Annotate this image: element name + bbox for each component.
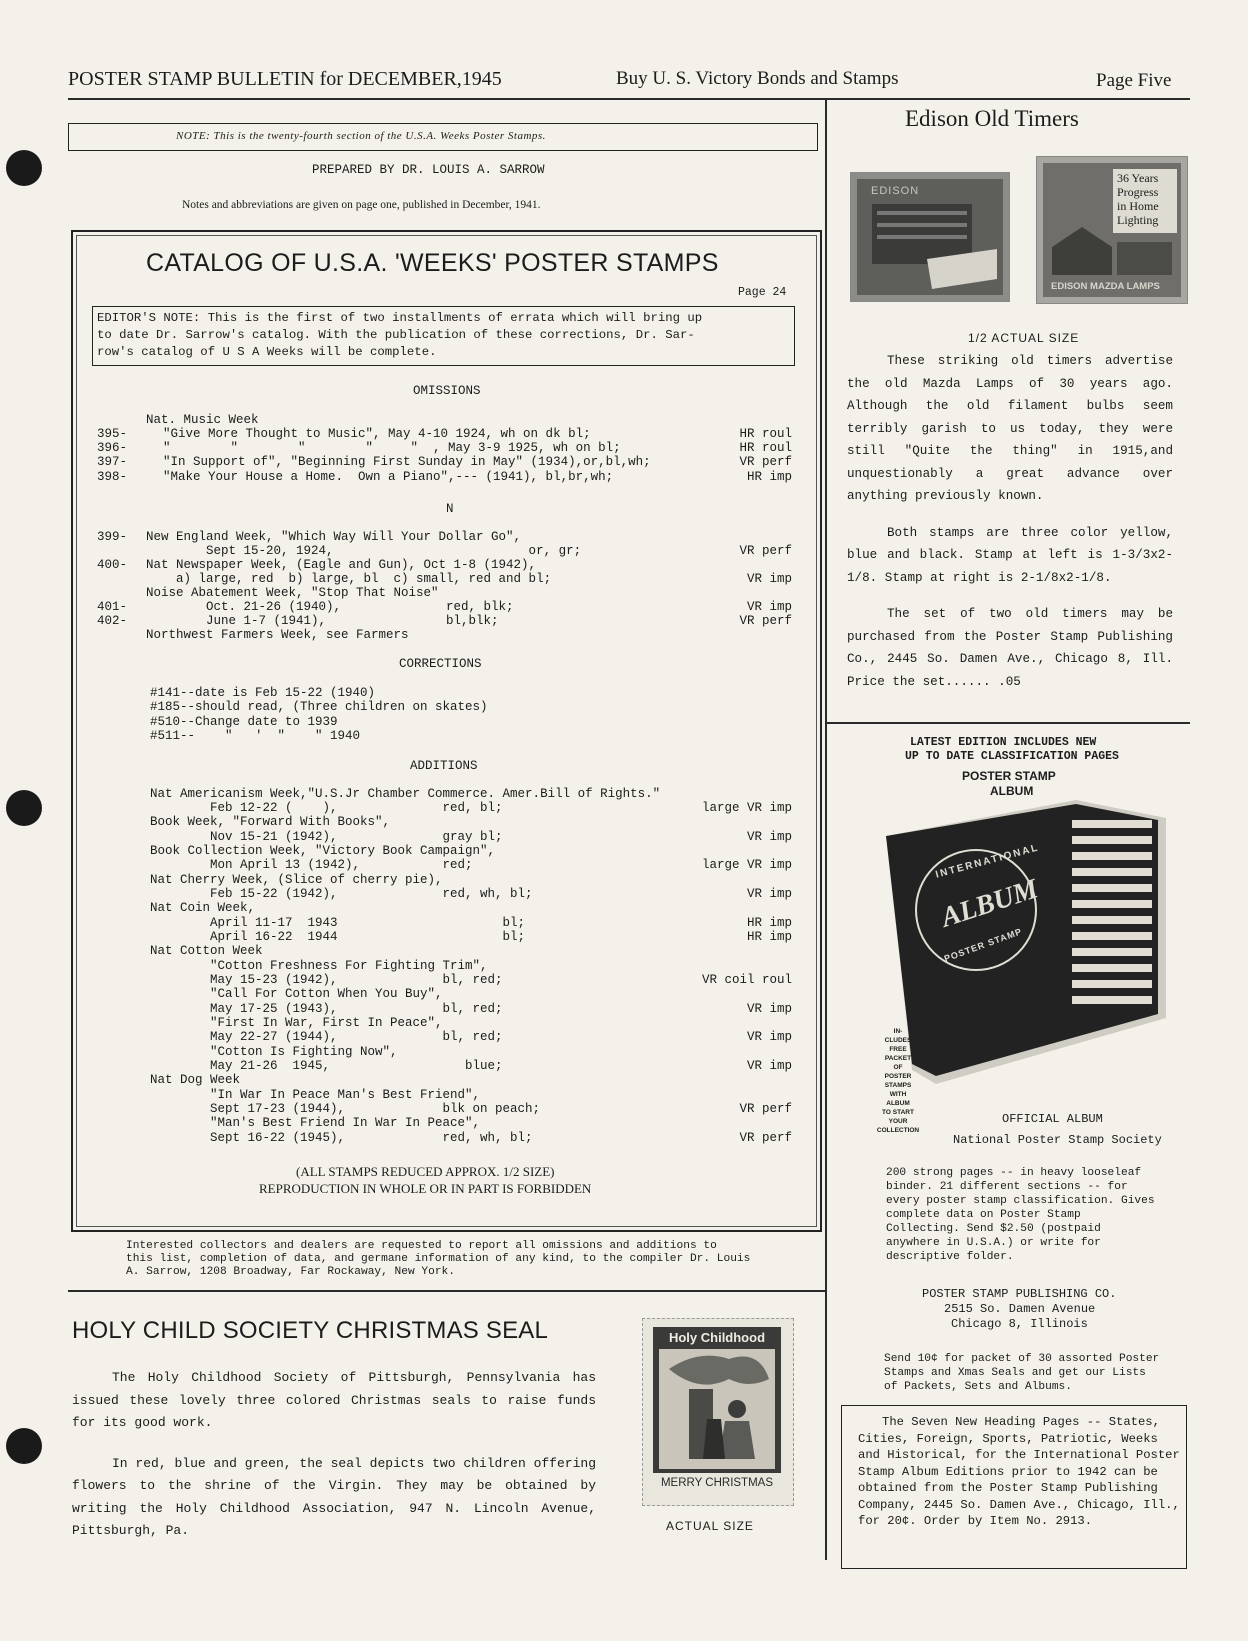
addition-text: Nat Cotton Week bbox=[150, 944, 263, 958]
album-cover-bottom: POSTER STAMP bbox=[942, 926, 1024, 964]
omission-text: "Give More Thought to Music", May 4-10 1924, wh on dk bl; bbox=[163, 427, 591, 441]
omission-text: "Make Your House a Home. Own a Piano",--- (1941), bl,br,wh; bbox=[163, 470, 614, 484]
omission-text: " " " " " , May 3-9 1925, wh on bl; bbox=[163, 441, 621, 455]
stamp-building-windows bbox=[877, 223, 967, 227]
album-includes-line: IN- bbox=[893, 1028, 903, 1035]
edison-para: Both stamps are three color yellow, blue and black. Stamp at left is 1-3/3x2-1/8. Stamp at right is 2-1/8x2-1/8. bbox=[847, 525, 1173, 585]
seal-frame bbox=[653, 1327, 781, 1495]
addition-type: HR imp bbox=[746, 930, 792, 944]
omission-number: 396- bbox=[97, 441, 128, 455]
seal-illustration bbox=[659, 1349, 775, 1469]
addition-type: VR imp bbox=[746, 1030, 792, 1044]
album-includes-line: WITH bbox=[889, 1091, 907, 1098]
omission-type: VR perf bbox=[739, 455, 792, 469]
edison-house-illustration bbox=[1047, 217, 1177, 277]
album-includes-line: OF bbox=[893, 1064, 903, 1071]
binder-hole bbox=[6, 1428, 42, 1464]
n-text: a) large, red b) large, bl c) small, red and bl; bbox=[146, 572, 552, 586]
album-includes-line: TO START bbox=[882, 1109, 914, 1116]
addition-text: May 22-27 (1944), bl, red; bbox=[150, 1030, 503, 1044]
n-heading: N bbox=[446, 502, 454, 516]
album-official: OFFICIAL ALBUM bbox=[1002, 1112, 1103, 1126]
n-number: 399- bbox=[97, 530, 128, 544]
note-text: NOTE: This is the twenty-fourth section of the U.S.A. Weeks Poster Stamps. bbox=[176, 130, 546, 142]
addition-text: April 16-22 1944 bl; bbox=[150, 930, 526, 944]
omission-type: HR imp bbox=[746, 470, 792, 484]
edison-para: The set of two old timers may be purchased from the Poster Stamp Publishing Co., 2445 So. Damen Ave., Chicago 8, Ill. Price the set...... .05 bbox=[847, 607, 1173, 689]
addition-text: "Man's Best Friend In War In Peace", bbox=[150, 1116, 481, 1130]
seal-caption: ACTUAL SIZE bbox=[666, 1519, 754, 1533]
album-address-1: 2515 So. Damen Avenue bbox=[944, 1302, 1096, 1316]
album-description: 200 strong pages -- in heavy looseleaf binder. 21 different sections -- for every poster stamp classification. Gives complete data on Poster Stamp Collecting. Send $2.50 (postpaid anywhere in U.S.A.) or write for descriptive folder. bbox=[886, 1167, 1155, 1263]
album-tab bbox=[1072, 900, 1152, 908]
omission-type: HR roul bbox=[739, 441, 792, 455]
addition-type: VR coil roul bbox=[701, 973, 792, 987]
heading-pages-text: The Seven New Heading Pages -- States, Cities, Foreign, Sports, Patriotic, Weeks and Historical, for the International Poster Stamp Album Editions prior to 1942 can be obtained from the Poster Stamp Publishing Company, 2445 So. Damen Ave., Chicago, Ill., for 20¢. Order by Item No. 2913. bbox=[858, 1415, 1180, 1528]
interested-line: Interested collectors and dealers are requested to report all omissions and additions to bbox=[126, 1240, 717, 1252]
additions-heading: ADDITIONS bbox=[410, 759, 478, 773]
edison-para: These striking old timers advertise the old Mazda Lamps of 30 years ago. Although the old filament bulbs seem terribly garish to us today, they were still "Quite the thing" in 1915,and unquestionably a great advance over anything previously known. bbox=[847, 354, 1173, 503]
omission-number: 398- bbox=[97, 470, 128, 484]
holy-child-para: The Holy Childhood Society of Pittsburgh, Pennsylvania has issued these lovely three colored Christmas seals to raise funds for its good work. bbox=[72, 1370, 596, 1430]
album-classification: UP TO DATE CLASSIFICATION PAGES bbox=[905, 750, 1119, 763]
n-text: June 1-7 (1941), bl,blk; bbox=[146, 614, 499, 628]
n-number: 401- bbox=[97, 600, 128, 614]
omission-text: "In Support of", "Beginning First Sunday in May" (1934),or,bl,wh; bbox=[163, 455, 651, 469]
catalog-page-number: Page 24 bbox=[738, 286, 787, 299]
binder-hole bbox=[6, 790, 42, 826]
n-text: Sept 15-20, 1924, or, gr; bbox=[146, 544, 582, 558]
christmas-seal bbox=[642, 1318, 794, 1506]
album-name-1: POSTER STAMP bbox=[962, 769, 1056, 783]
seal-child bbox=[728, 1400, 746, 1418]
addition-type: HR imp bbox=[746, 916, 792, 930]
album-includes-line: COLLECTION bbox=[876, 1127, 920, 1134]
addition-text: Feb 15-22 (1942), red, wh, bl; bbox=[150, 887, 533, 901]
album-tab bbox=[1072, 916, 1152, 924]
album-tab bbox=[1072, 964, 1152, 972]
header-slogan: Buy U. S. Victory Bonds and Stamps bbox=[616, 68, 899, 89]
edison-stamp-right bbox=[1036, 156, 1188, 304]
right-section-rule bbox=[826, 722, 1190, 724]
album-includes-line: CLUDES bbox=[884, 1037, 912, 1044]
addition-text: Nov 15-21 (1942), gray bl; bbox=[150, 830, 503, 844]
addition-type: VR perf bbox=[739, 1102, 792, 1116]
seal-bottom-text: MERRY CHRISTMAS bbox=[660, 1477, 774, 1489]
editor-note-line: row's catalog of U S A Weeks will be complete. bbox=[97, 345, 437, 359]
addition-text: Feb 12-22 ( ), red, bl; bbox=[150, 801, 503, 815]
omission-number: 395- bbox=[97, 427, 128, 441]
n-type: VR imp bbox=[746, 600, 792, 614]
album-includes-line: FREE bbox=[889, 1046, 907, 1053]
binder-hole bbox=[6, 150, 42, 186]
album-send: Send 10¢ for packet of 30 assorted Poster Stamps and Xmas Seals and get our Lists of Packets, Sets and Albums. bbox=[884, 1353, 1160, 1393]
album-latest: LATEST EDITION INCLUDES NEW bbox=[910, 736, 1097, 749]
n-number: 402- bbox=[97, 614, 128, 628]
addition-text: "Cotton Freshness For Fighting Trim", bbox=[150, 959, 488, 973]
catalog-footer-2: REPRODUCTION IN WHOLE OR IN PART IS FORBIDDEN bbox=[259, 1181, 592, 1196]
editor-note-line: EDITOR'S NOTE: This is the first of two installments of errata which will bring up bbox=[97, 311, 703, 325]
addition-text: Nat Americanism Week,"U.S.Jr Chamber Commerce. Amer.Bill of Rights." bbox=[150, 787, 661, 801]
addition-type: VR imp bbox=[746, 887, 792, 901]
addition-type: VR imp bbox=[746, 1002, 792, 1016]
n-type: VR perf bbox=[739, 544, 792, 558]
omission-type: HR roul bbox=[739, 427, 792, 441]
header-page: Page Five bbox=[1096, 70, 1172, 91]
correction: #141--date is Feb 15-22 (1940) bbox=[150, 686, 376, 700]
addition-text: "In War In Peace Man's Best Friend", bbox=[150, 1088, 481, 1102]
addition-text: "First In War, First In Peace", bbox=[150, 1016, 443, 1030]
addition-text: Book Week, "Forward With Books", bbox=[150, 815, 391, 829]
album-tab bbox=[1072, 948, 1152, 956]
n-text: Oct. 21-26 (1940), red, blk; bbox=[146, 600, 514, 614]
omission-text: Nat. Music Week bbox=[146, 413, 259, 427]
n-text: Northwest Farmers Week, see Farmers bbox=[146, 628, 409, 642]
seal-top-text: Holy Childhood bbox=[668, 1330, 766, 1345]
album-includes-line: PACKET bbox=[884, 1055, 912, 1062]
album-tab bbox=[1072, 980, 1152, 988]
album-company: POSTER STAMP PUBLISHING CO. bbox=[922, 1287, 1117, 1301]
addition-text: Mon April 13 (1942), red; bbox=[150, 858, 473, 872]
addition-text: May 17-25 (1943), bl, red; bbox=[150, 1002, 503, 1016]
edison-right-text: Progress bbox=[1117, 185, 1159, 199]
stamp-house bbox=[1052, 227, 1112, 275]
correction: #510--Change date to 1939 bbox=[150, 715, 338, 729]
album-tab bbox=[1072, 852, 1152, 860]
omissions-heading: OMISSIONS bbox=[413, 384, 481, 398]
n-text: Nat Newspaper Week, (Eagle and Gun), Oct 1-8 (1942), bbox=[146, 558, 537, 572]
addition-text: Sept 16-22 (1945), red, wh, bl; bbox=[150, 1131, 533, 1145]
album-tab bbox=[1072, 996, 1152, 1004]
addition-text: Nat Cherry Week, (Slice of cherry pie), bbox=[150, 873, 443, 887]
catalog-footer-1: (ALL STAMPS REDUCED APPROX. 1/2 SIZE) bbox=[296, 1164, 555, 1179]
n-number: 400- bbox=[97, 558, 128, 572]
n-type: VR perf bbox=[739, 614, 792, 628]
album-includes-line: STAMPS bbox=[884, 1082, 912, 1089]
addition-text: April 11-17 1943 bl; bbox=[150, 916, 526, 930]
addition-text: Sept 17-23 (1944), blk on peach; bbox=[150, 1102, 541, 1116]
edison-right-text: 36 Years bbox=[1117, 171, 1159, 185]
n-type: VR imp bbox=[746, 572, 792, 586]
interested-line: A. Sarrow, 1208 Broadway, Far Rockaway, New York. bbox=[126, 1266, 455, 1278]
addition-type: VR perf bbox=[739, 1131, 792, 1145]
interested-line: this list, completion of data, and germane information of any kind, to the compiler Dr. Louis bbox=[126, 1253, 751, 1265]
addition-text: Book Collection Week, "Victory Book Campaign", bbox=[150, 844, 496, 858]
stamp-house-2 bbox=[1117, 242, 1172, 275]
edison-right-text: Lighting bbox=[1117, 213, 1159, 227]
album-tab bbox=[1072, 884, 1152, 892]
addition-type: large VR imp bbox=[701, 801, 792, 815]
edison-stamp-left bbox=[850, 172, 1010, 302]
album-includes-line: POSTER bbox=[884, 1073, 912, 1080]
album-tab bbox=[1072, 868, 1152, 876]
column-divider bbox=[825, 98, 827, 1560]
addition-text: May 21-26 1945, blue; bbox=[150, 1059, 503, 1073]
notes-abbreviations: Notes and abbreviations are given on page one, published in December, 1941. bbox=[182, 199, 541, 211]
album-tab bbox=[1072, 820, 1152, 828]
stamp-building-windows bbox=[877, 235, 967, 239]
addition-text: "Cotton Is Fighting Now", bbox=[150, 1045, 398, 1059]
omission-number: 397- bbox=[97, 455, 128, 469]
stamp-building-windows bbox=[877, 211, 967, 215]
header-rule bbox=[68, 98, 1190, 100]
album-tab bbox=[1072, 932, 1152, 940]
corrections-heading: CORRECTIONS bbox=[399, 657, 482, 671]
addition-text: Nat Dog Week bbox=[150, 1073, 241, 1087]
holy-child-para: In red, blue and green, the seal depicts two children offering flowers to the shrine of the Virgin. They may be obtained by writing the Holy Childhood Association, 947 N. Lincoln Avenue, Pittsburgh, Pa. bbox=[72, 1455, 596, 1538]
addition-type: VR imp bbox=[746, 830, 792, 844]
album-society: National Poster Stamp Society bbox=[953, 1133, 1162, 1147]
album-name-2: ALBUM bbox=[990, 784, 1034, 798]
album-includes-line: ALBUM bbox=[886, 1100, 910, 1107]
edison-right-text: in Home bbox=[1117, 199, 1159, 213]
header-title: POSTER STAMP BULLETIN for DECEMBER,1945 bbox=[68, 68, 502, 90]
addition-type: VR imp bbox=[746, 1059, 792, 1073]
holy-child-title: HOLY CHILD SOCIETY CHRISTMAS SEAL bbox=[72, 1317, 549, 1344]
addition-type: large VR imp bbox=[701, 858, 792, 872]
editor-note-line: to date Dr. Sarrow's catalog. With the publication of these corrections, Dr. Sar- bbox=[97, 328, 695, 342]
n-text: New England Week, "Which Way Will Your Dollar Go", bbox=[146, 530, 522, 544]
correction: #511-- " ' " " 1940 bbox=[150, 729, 361, 743]
addition-text: Nat Coin Week, bbox=[150, 901, 256, 915]
addition-text: May 15-23 (1942), bl, red; bbox=[150, 973, 503, 987]
prepared-by: PREPARED BY DR. LOUIS A. SARROW bbox=[312, 163, 545, 177]
album-includes-line: YOUR bbox=[888, 1118, 908, 1125]
edison-title: Edison Old Timers bbox=[905, 106, 1079, 131]
correction: #185--should read, (Three children on skates) bbox=[150, 700, 488, 714]
n-text: Noise Abatement Week, "Stop That Noise" bbox=[146, 586, 439, 600]
edison-left-text: EDISON bbox=[871, 185, 920, 197]
addition-text: "Call For Cotton When You Buy", bbox=[150, 987, 443, 1001]
edison-body bbox=[847, 350, 1173, 693]
section-rule bbox=[68, 1290, 826, 1292]
edison-caption: 1/2 ACTUAL SIZE bbox=[968, 331, 1080, 345]
album-cover-main: ALBUM bbox=[937, 873, 1042, 934]
album-cover-top: INTERNATIONAL bbox=[934, 842, 1041, 881]
album-includes bbox=[872, 1027, 924, 1135]
edison-right-bottom: EDISON MAZDA LAMPS bbox=[1051, 281, 1160, 292]
catalog-title: CATALOG OF U.S.A. 'WEEKS' POSTER STAMPS bbox=[146, 249, 719, 277]
album-address-2: Chicago 8, Illinois bbox=[951, 1317, 1088, 1331]
holy-child-body bbox=[72, 1367, 596, 1561]
album-tab bbox=[1072, 836, 1152, 844]
